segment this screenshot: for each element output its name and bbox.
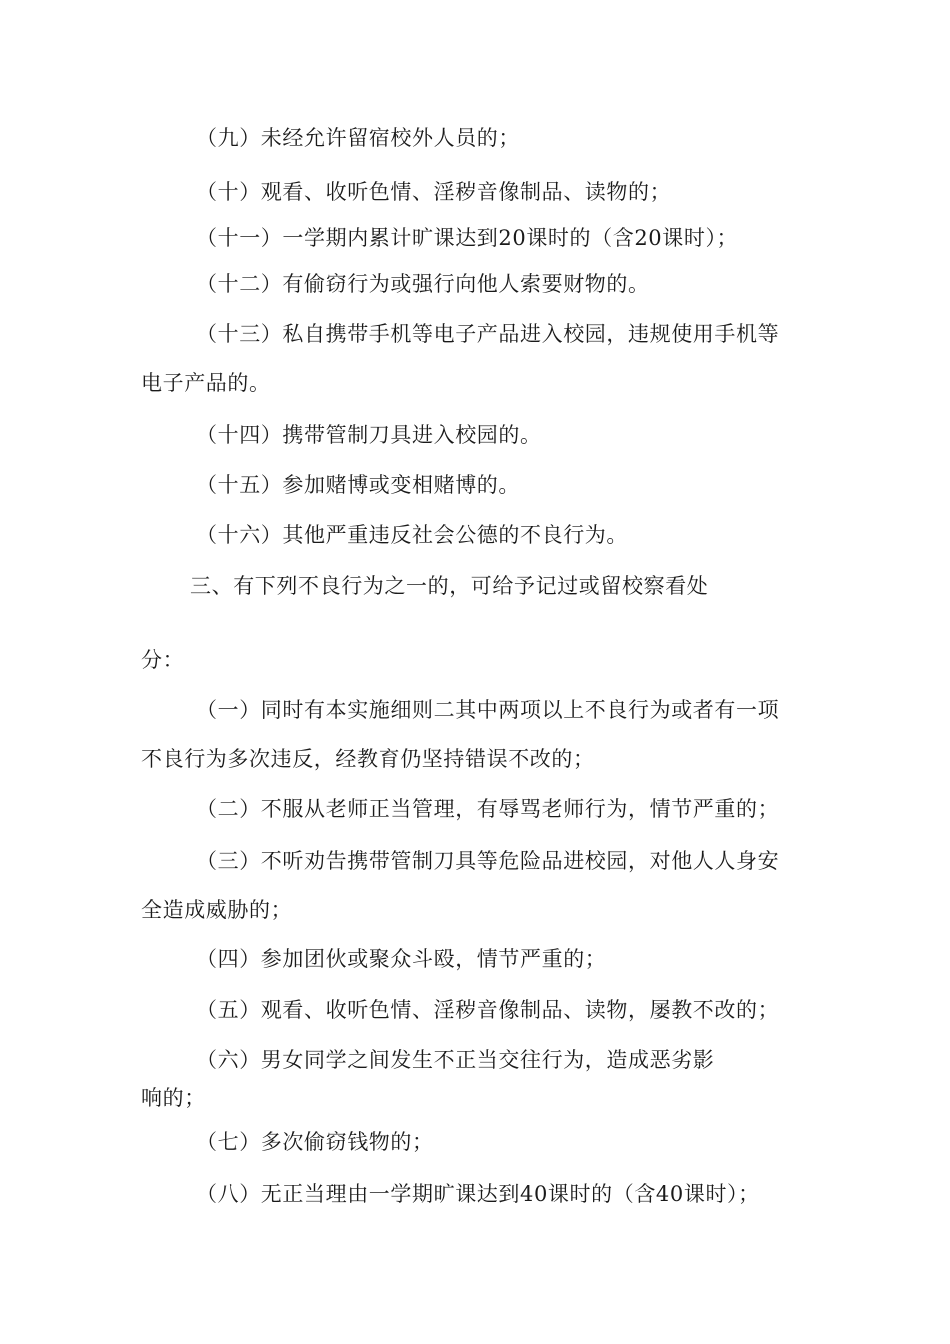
text-line-item-10: （十）观看、收听色情、淫秽音像制品、读物的； [196,180,672,204]
text-line-item-11: （十一）一学期内累计旷课达到20课时的（含20课时）； [196,226,739,250]
text-line-item-15: （十五）参加赌博或变相赌博的。 [196,473,520,497]
text-line-sub-1-cont: 不良行为多次违反，经教育仍坚持错误不改的； [141,747,595,771]
text-line-item-13-cont: 电子产品的。 [141,371,271,395]
text-line-item-9: （九）未经允许留宿校外人员的； [196,126,520,150]
text-line-sub-2: （二）不服从老师正当管理，有辱骂老师行为，情节严重的； [196,797,780,821]
section-heading-3: 三、有下列不良行为之一的，可给予记过或留校察看处 [190,574,709,598]
section-heading-3-cont: 分： [141,648,185,672]
text-line-sub-6-cont: 响的； [141,1086,206,1110]
text-line-sub-7: （七）多次偷窃钱物的； [196,1130,434,1154]
text-line-sub-5: （五）观看、收听色情、淫秽音像制品、读物，屡教不改的； [196,998,780,1022]
text-line-sub-4: （四）参加团伙或聚众斗殴，情节严重的； [196,947,607,971]
text-line-item-14: （十四）携带管制刀具进入校园的。 [196,423,542,447]
text-line-sub-3-cont: 全造成威胁的； [141,898,293,922]
text-line-sub-8: （八）无正当理由一学期旷课达到40课时的（含40课时）； [196,1182,760,1206]
text-line-sub-6: （六）男女同学之间发生不正当交往行为，造成恶劣影 [196,1048,715,1072]
text-line-item-16: （十六）其他严重违反社会公德的不良行为。 [196,523,628,547]
text-line-item-13: （十三）私自携带手机等电子产品进入校园，违规使用手机等 [196,322,780,346]
text-line-sub-1: （一）同时有本实施细则二其中两项以上不良行为或者有一项 [196,698,780,722]
text-line-item-12: （十二）有偷窃行为或强行向他人索要财物的。 [196,272,650,296]
text-line-sub-3: （三）不听劝告携带管制刀具等危险品进校园，对他人人身安 [196,849,780,873]
